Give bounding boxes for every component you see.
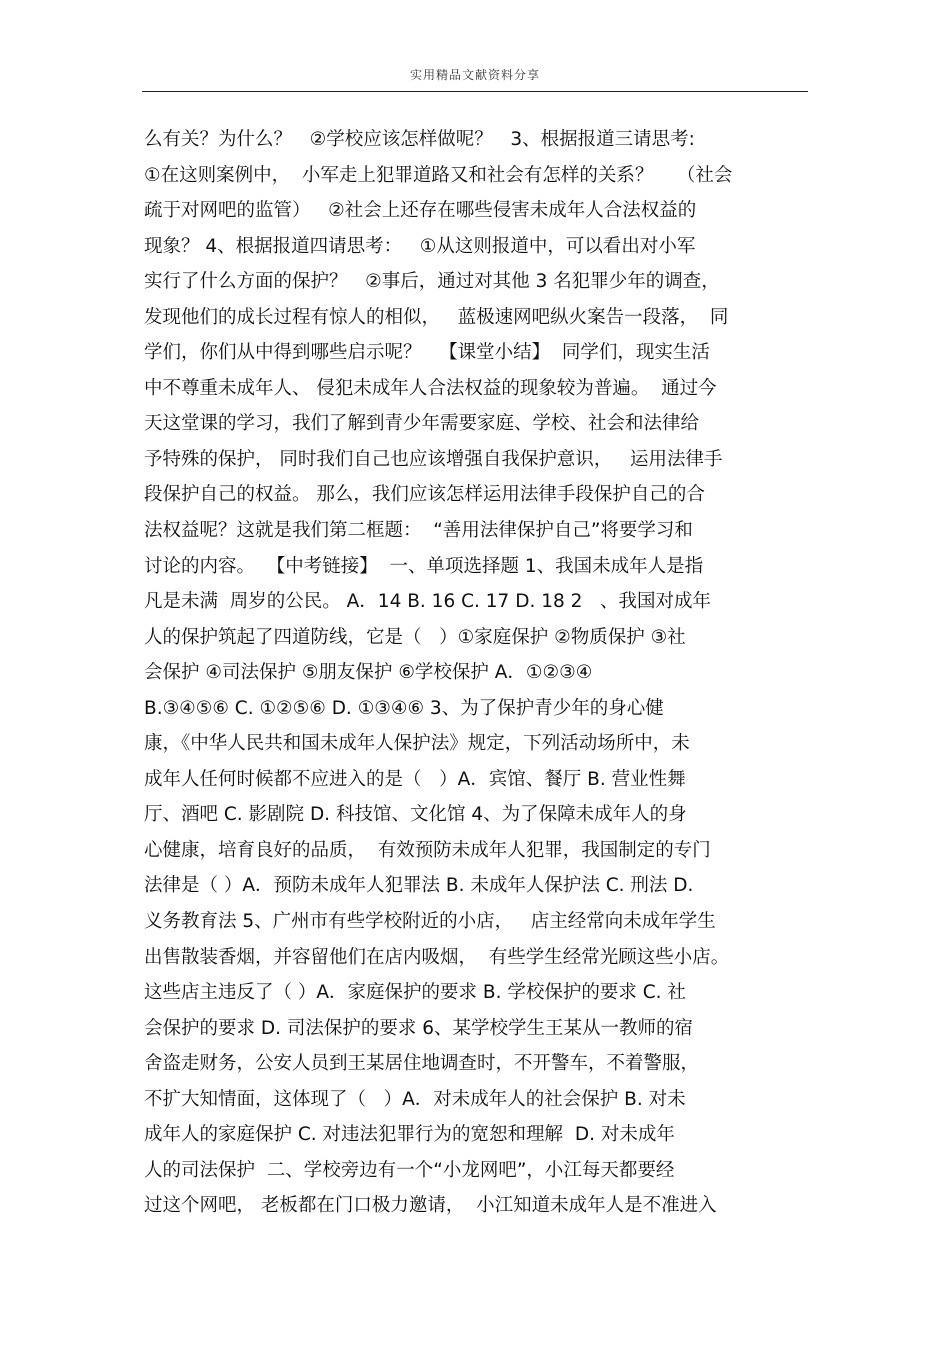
text-line: 发现他们的成长过程有惊人的相似， 蓝极速网吧纵火案告一段落， 同 — [144, 306, 729, 328]
text-line: 过这个网吧， 老板都在门口极力邀请， 小江知道未成年人是不准进入 — [144, 1195, 717, 1217]
text-line: 这些店主违反了（ ）A．家庭保护的要求 B. 学校保护的要求 C. 社 — [144, 982, 686, 1004]
text-line: 康，《中华人民共和国未成年人保护法》规定，下列活动场所中，未 — [144, 733, 690, 755]
text-line: 法律是（ ）A．预防未成年人犯罪法 B. 未成年人保护法 C. 刑法 D. — [144, 875, 694, 897]
text-line: 厅、酒吧 C. 影剧院 D. 科技馆、文化馆 4、为了保障未成年人的身 — [144, 804, 687, 826]
text-line: 段保护自己的权益。 那么，我们应该怎样运用法律手段保护自己的合 — [144, 484, 705, 506]
text-line: 天这堂课的学习，我们了解到青少年需要家庭、学校、社会和法律给 — [144, 413, 700, 435]
text-line: ①在这则案例中， 小军走上犯罪道路又和社会有怎样的关系？ （社会 — [144, 164, 733, 186]
text-line: 么有关？为什么？ ②学校应该怎样做呢？ 3、根据报道三请思考: — [144, 129, 695, 150]
text-line: 义务教育法 5、广州市有些学校附近的小店， 店主经常向未成年学生 — [144, 911, 716, 933]
text-line: 人的保护筑起了四道防线，它是（ ）①家庭保护 ②物质保护 ③社 — [144, 626, 686, 648]
page-header: 实用精品文献资料分享 — [409, 68, 540, 82]
text-line: 成年人的家庭保护 C. 对违法犯罪行为的宽恕和理解 D. 对未成年 — [144, 1124, 675, 1146]
text-line: 现象？ 4、根据报道四请思考： ①从这则报道中，可以看出对小军 — [144, 235, 696, 257]
text-line: 会保护的要求 D. 司法保护的要求 6、某学校学生王某从一教师的宿 — [144, 1017, 694, 1039]
text-line: 人的司法保护 二、学校旁边有一个“小龙网吧”，小江每天都要经 — [144, 1159, 675, 1181]
text-line: 中不尊重未成年人、 侵犯未成年人合法权益的现象较为普遍。 通过今 — [144, 377, 717, 399]
text-line: 学们，你们从中得到哪些启示呢？ 【课堂小结】 同学们，现实生活 — [144, 342, 710, 364]
text-line: 舍盗走财务，公安人员到王某居住地调查时，不开警车，不着警服， — [144, 1053, 700, 1075]
text-line: 疏于对网吧的监管） ②社会上还存在哪些侵害未成年人合法权益的 — [144, 200, 697, 222]
text-line: 讨论的内容。 【中考链接】 一、单项选择题 1、我国未成年人是指 — [144, 555, 704, 577]
text-line: 实行了什么方面的保护？ ②事后，通过对其他 3 名犯罪少年的调查， — [144, 271, 720, 293]
text-line: B.③④⑤⑥ C. ①②⑤⑥ D. ①③④⑥ 3、为了保护青少年的身心健 — [144, 697, 664, 719]
text-line: 成年人任何时候都不应进入的是（ ）A．宾馆、餐厅 B. 营业性舞 — [144, 768, 686, 790]
text-line: 会保护 ④司法保护 ⑤朋友保护 ⑥学校保护 A．①②③④ — [144, 662, 593, 684]
document-body — [144, 122, 814, 1224]
text-line: 出售散装香烟，并容留他们在店内吸烟， 有些学生经常光顾这些小店。 — [144, 946, 730, 968]
header-divider — [142, 91, 808, 92]
text-line: 凡是未满 周岁的公民。 A．14 B. 16 C. 17 D. 18 2 、我国对成年 — [144, 591, 712, 613]
text-line: 法权益呢？这就是我们第二框题： “善用法律保护自己”将要学习和 — [144, 520, 693, 542]
text-line: 予特殊的保护， 同时我们自己也应该增强自我保护意识， 运用法律手 — [144, 448, 723, 470]
text-line: 不扩大知情面，这体现了（ ）A．对未成年人的社会保护 B. 对未 — [144, 1088, 686, 1110]
text-line: 心健康，培育良好的品质， 有效预防未成年人犯罪，我国制定的专门 — [144, 839, 711, 861]
